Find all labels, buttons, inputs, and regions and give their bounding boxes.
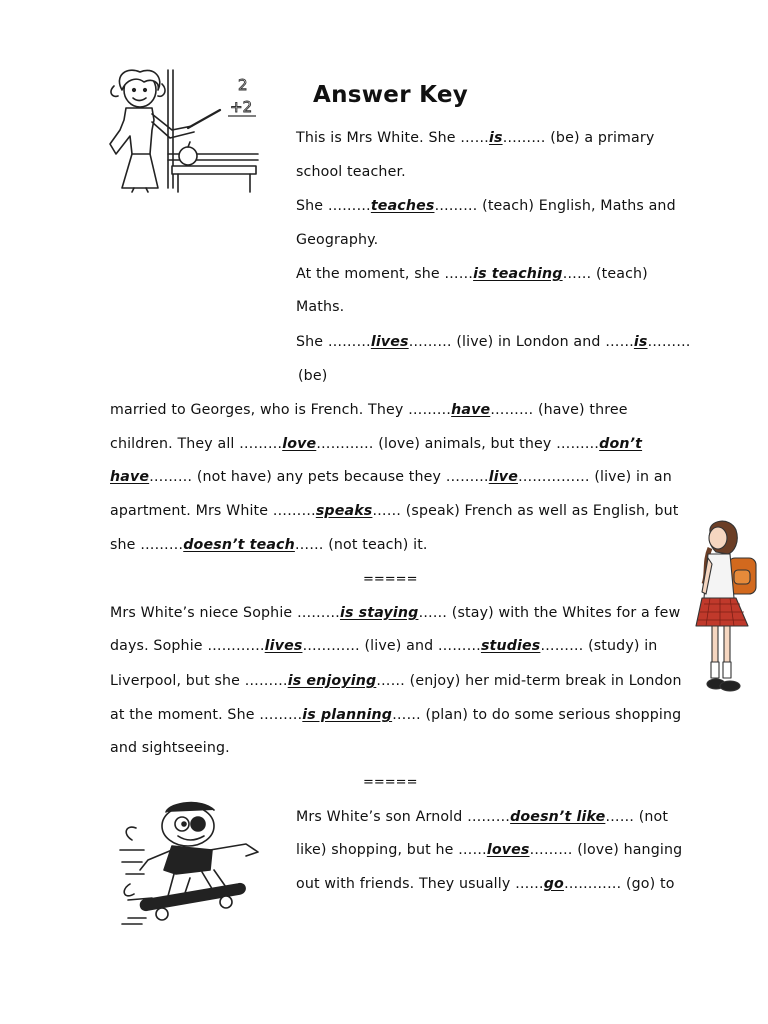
sentence-text: Maths. (296, 299, 345, 315)
girl-illustration (694, 518, 764, 698)
sentence-text: ……… (live) in London and …… (408, 334, 634, 350)
text-line (296, 332, 691, 352)
answer-word: is (488, 130, 503, 146)
section-divider: ===== (363, 775, 418, 790)
text-line (296, 230, 378, 250)
sentence-text: …… (speak) French as well as English, but (372, 503, 679, 519)
sentence-text: children. They all ……… (110, 436, 283, 452)
sentence-text: This is Mrs White. She …… (296, 130, 489, 146)
answer-word: go (543, 876, 564, 892)
answer-word: doesn’t like (510, 809, 606, 825)
sentence-text: school teacher. (296, 164, 406, 180)
text-line (110, 535, 428, 555)
answer-word: is (633, 334, 648, 350)
sentence-text: (be) (298, 368, 328, 384)
answer-word: teaches (370, 198, 435, 214)
answer-word: studies (480, 638, 541, 654)
answer-word: lives (264, 638, 303, 654)
text-line (110, 705, 681, 725)
sentence-text: …… (not teach) it. (294, 537, 428, 553)
sentence-text: married to Georges, who is French. They ……… (110, 402, 452, 418)
text-line (110, 603, 680, 623)
answer-word: doesn’t teach (183, 537, 295, 553)
text-line (296, 874, 675, 894)
sentence-text: ……… (have) three (490, 402, 628, 418)
text-line (296, 196, 676, 216)
answer-word: have (110, 469, 150, 485)
skateboarder-illustration (118, 800, 268, 928)
sentence-text: ……… (study) in (540, 638, 658, 654)
sentence-text: ……… (not have) any pets because they ……… (149, 469, 489, 485)
answer-word: loves (486, 842, 530, 858)
sentence-text: ………… (go) to (563, 876, 675, 892)
sentence-text: …… (teach) (562, 266, 648, 282)
text-line (110, 738, 230, 758)
blackboard-sum: 2 (238, 76, 248, 94)
text-line (110, 636, 657, 656)
text-line (296, 264, 648, 284)
sentence-text: She ……… (296, 198, 371, 214)
sentence-text: She ……… (296, 334, 371, 350)
sentence-text: ………… (live) and ……… (302, 638, 481, 654)
svg-text:+2: +2 (230, 98, 253, 116)
answer-word: is planning (302, 707, 393, 723)
text-line (110, 434, 642, 454)
sentence-text: Mrs White’s son Arnold ……… (296, 809, 511, 825)
text-line (110, 671, 682, 691)
text-line (110, 400, 628, 420)
answer-word: is enjoying (287, 673, 377, 689)
sentence-text: ……… (love) hanging (529, 842, 683, 858)
sentence-text: At the moment, she …… (296, 266, 474, 282)
answer-word: is teaching (473, 266, 563, 282)
sentence-text: Liverpool, but she ……… (110, 673, 288, 689)
text-line (110, 467, 672, 487)
answer-word: live (488, 469, 518, 485)
sentence-text: out with friends. They usually …… (296, 876, 544, 892)
sentence-text: ……… (be) a primary (502, 130, 655, 146)
text-line (296, 128, 654, 148)
sentence-text: …… (not (605, 809, 669, 825)
text-line (296, 162, 406, 182)
sentence-text: Mrs White’s niece Sophie ……… (110, 605, 340, 621)
answer-word: love (282, 436, 317, 452)
sentence-text: days. Sophie ………… (110, 638, 265, 654)
sentence-text: …………… (live) in an (517, 469, 672, 485)
text-line (298, 366, 327, 386)
teacher-illustration (100, 68, 260, 194)
sentence-text: she ……… (110, 537, 184, 553)
sentence-text: apartment. Mrs White ……… (110, 503, 316, 519)
sentence-text: …… (enjoy) her mid-term break in London (376, 673, 682, 689)
sentence-text: and sightseeing. (110, 740, 230, 756)
answer-word: lives (370, 334, 409, 350)
sentence-text: like) shopping, but he …… (296, 842, 487, 858)
sentence-text: ……… (647, 334, 691, 350)
text-line (296, 840, 682, 860)
sentence-text: …… (plan) to do some serious shopping (392, 707, 682, 723)
answer-word: is staying (339, 605, 419, 621)
sentence-text: at the moment. She ……… (110, 707, 303, 723)
sentence-text: Geography. (296, 232, 379, 248)
answer-word: speaks (315, 503, 373, 519)
answer-word: have (451, 402, 491, 418)
text-line (296, 807, 668, 827)
sentence-text: ……… (teach) English, Maths and (434, 198, 676, 214)
text-line (296, 297, 344, 317)
title: Answer Key (313, 82, 469, 108)
sentence-text: ………… (love) animals, but they ……… (316, 436, 600, 452)
section-divider: ===== (363, 572, 418, 587)
text-line (110, 501, 678, 521)
sentence-text: …… (stay) with the Whites for a few (418, 605, 681, 621)
answer-word: don’t (599, 436, 643, 452)
